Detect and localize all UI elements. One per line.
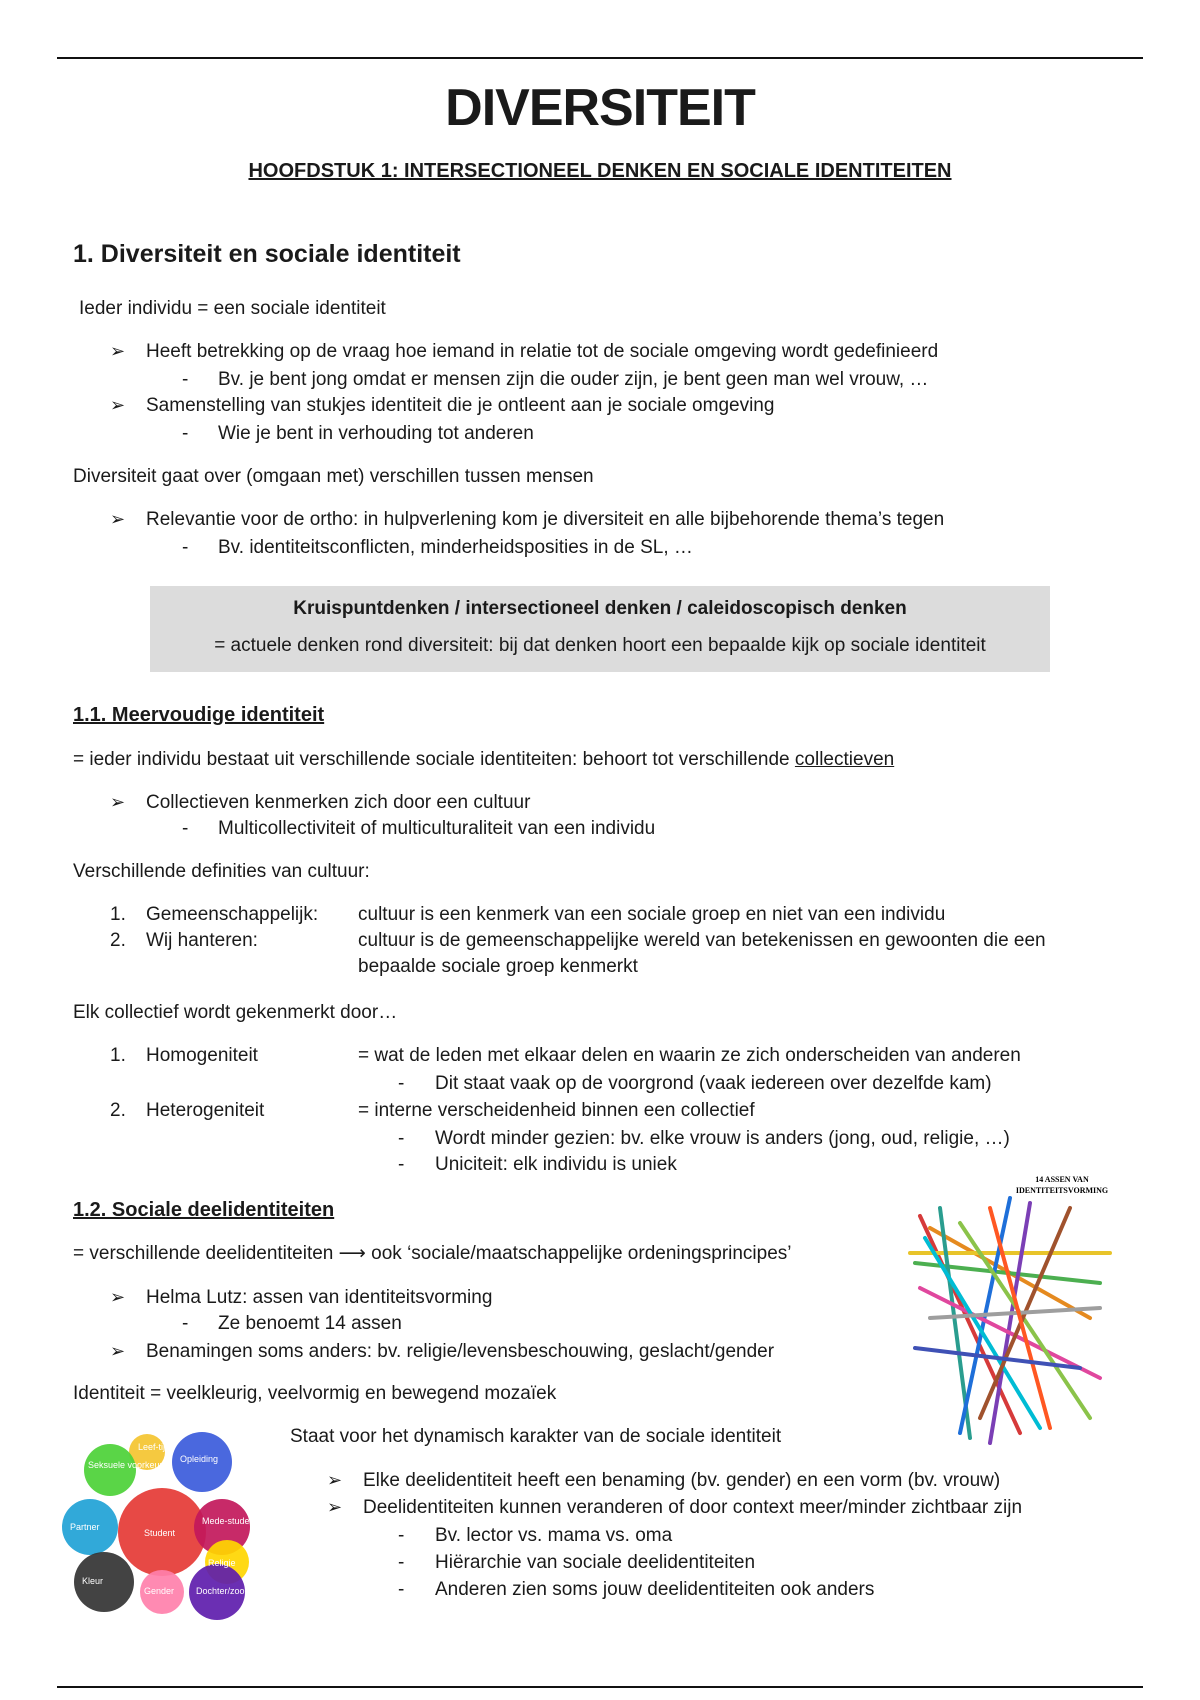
- mosaic-label: Religie: [208, 1558, 236, 1568]
- sub-bullet-text: Wordt minder gezien: bv. elke vrouw is anders (jong, oud, religie, …): [435, 1128, 1010, 1149]
- list-number: 2.: [110, 1100, 126, 1121]
- bullet-text: Deelidentiteiten kunnen veranderen of door context meer/minder zichtbaar zijn: [363, 1497, 1023, 1518]
- section-1-intro: Ieder individu = een sociale identiteit: [79, 298, 386, 319]
- sub-bullet-text: Uniciteit: elk individu is uniek: [435, 1154, 677, 1175]
- list-text: cultuur is een kenmerk van een sociale groep en niet van een individu: [358, 904, 946, 925]
- dash-icon: -: [182, 369, 189, 390]
- dash-icon: -: [398, 1525, 405, 1546]
- paragraph: Elk collectief wordt gekenmerkt door…: [73, 1002, 398, 1023]
- arrow-bullet-icon: ➢: [110, 1287, 126, 1307]
- section-1-1-definition: [73, 749, 894, 771]
- dash-icon: -: [398, 1128, 405, 1149]
- top-rule: [57, 57, 1143, 59]
- dash-icon: -: [398, 1552, 405, 1573]
- definition-text: = ieder individu bestaat uit verschillende sociale identiteiten: behoort tot verschillende: [73, 749, 795, 770]
- page-title: DIVERSITEIT: [445, 79, 755, 137]
- dash-icon: -: [182, 818, 189, 839]
- definition-box: [150, 586, 1050, 672]
- mosaic-label: Gender: [144, 1586, 175, 1596]
- paragraph: Identiteit = veelkleurig, veelvormig en bewegend mozaïek: [73, 1383, 557, 1404]
- axis-line: [915, 1348, 1080, 1368]
- dash-icon: -: [398, 1154, 405, 1175]
- sub-bullet-text: Bv. je bent jong omdat er mensen zijn die ouder zijn, je bent geen man wel vrouw, …: [218, 369, 929, 390]
- bullet-text: Relevantie voor de ortho: in hulpverlening kom je diversiteit en alle bijbehorende thema’s tegen: [146, 509, 945, 530]
- mosaic-label: Seksuele voorkeur: [88, 1460, 163, 1470]
- list-term: Homogeniteit: [146, 1045, 258, 1066]
- dash-icon: -: [182, 423, 189, 444]
- arrow-bullet-icon: ➢: [327, 1497, 343, 1517]
- section-1-heading: 1. Diversiteit en sociale identiteit: [73, 240, 461, 268]
- dash-icon: -: [398, 1579, 405, 1600]
- mosaic-label: Leef-tijd: [138, 1442, 171, 1452]
- sub-bullet-text: Dit staat vaak op de voorgrond (vaak iedereen over dezelfde kam): [435, 1073, 992, 1094]
- paragraph: Staat voor het dynamisch karakter van de sociale identiteit: [290, 1426, 782, 1447]
- bottom-rule: [57, 1686, 1143, 1688]
- mosaic-label: Kleur: [82, 1576, 104, 1586]
- list-number: 1.: [110, 904, 126, 925]
- arrow-bullet-icon: ➢: [110, 395, 126, 415]
- sub-bullet-text: Bv. identiteitsconflicten, minderheidsposities in de SL, …: [218, 537, 693, 558]
- bullet-text: Benamingen soms anders: bv. religie/levensbeschouwing, geslacht/gender: [146, 1341, 775, 1362]
- bullet-text: Heeft betrekking op de vraag hoe iemand in relatie tot de sociale omgeving wordt gedefinieerd: [146, 341, 939, 362]
- list-text: = wat de leden met elkaar delen en waarin ze zich onderscheiden van anderen: [358, 1045, 1021, 1066]
- list-term: Wij hanteren:: [146, 930, 258, 951]
- bullet-text: Samenstelling van stukjes identiteit die je ontleent aan je sociale omgeving: [146, 395, 775, 416]
- axes-figure-title-2: IDENTITEITSVORMING: [1015, 1186, 1109, 1195]
- mosaic-blob: [84, 1444, 136, 1496]
- sub-bullet-text: Bv. lector vs. mama vs. oma: [435, 1525, 673, 1546]
- dash-icon: -: [182, 537, 189, 558]
- section-1-1-heading: 1.1. Meervoudige identiteit: [73, 704, 325, 726]
- sub-bullet-text: Ze benoemt 14 assen: [218, 1313, 402, 1334]
- list-number: 2.: [110, 930, 126, 951]
- bullet-text: Collectieven kenmerken zich door een cultuur: [146, 792, 531, 813]
- mosaic-label: Dochter/zoon van...: [196, 1586, 275, 1596]
- list-term: Gemeenschappelijk:: [146, 904, 319, 925]
- sub-bullet-text: Multicollectiviteit of multiculturaliteit van een individu: [218, 818, 656, 839]
- sub-bullet-text: Wie je bent in verhouding tot anderen: [218, 423, 534, 444]
- arrow-bullet-icon: ➢: [110, 341, 126, 361]
- paragraph: Verschillende definities van cultuur:: [73, 861, 370, 882]
- mosaic-label: Mede-student: [202, 1516, 258, 1526]
- list-text: cultuur is de gemeenschappelijke wereld van betekenissen en gewoonten die een: [358, 930, 1046, 951]
- mosaic-label: Opleiding: [180, 1454, 219, 1464]
- section-1-2-definition: = verschillende deelidentiteiten ⟶ ook ‘sociale/maatschappelijke ordeningsprincipes’: [73, 1243, 792, 1264]
- paragraph: Diversiteit gaat over (omgaan met) verschillen tussen mensen: [73, 466, 594, 487]
- arrow-bullet-icon: ➢: [327, 1470, 343, 1490]
- list-number: 1.: [110, 1045, 126, 1066]
- list-text-continued: bepaalde sociale groep kenmerkt: [358, 956, 638, 977]
- arrow-bullet-icon: ➢: [110, 1341, 126, 1361]
- dash-icon: -: [398, 1073, 405, 1094]
- list-term: Heterogeniteit: [146, 1100, 265, 1121]
- bullet-text: Elke deelidentiteit heeft een benaming (bv. gender) en een vorm (bv. vrouw): [363, 1470, 1001, 1491]
- axes-figure-title-1: 14 ASSEN VAN: [1035, 1175, 1089, 1184]
- list-text: = interne verscheidenheid binnen een collectief: [358, 1100, 755, 1121]
- definition-box-title: Kruispuntdenken / intersectioneel denken / caleidoscopisch denken: [293, 598, 907, 619]
- bullet-text: Helma Lutz: assen van identiteitsvorming: [146, 1287, 493, 1308]
- arrow-bullet-icon: ➢: [110, 792, 126, 812]
- arrow-bullet-icon: ➢: [110, 509, 126, 529]
- section-1-2-heading: 1.2. Sociale deelidentiteiten: [73, 1199, 335, 1221]
- chapter-heading: HOOFDSTUK 1: INTERSECTIONEEL DENKEN EN SOCIALE IDENTITEITEN: [248, 160, 952, 182]
- identity-mosaic-figure: [62, 1432, 275, 1612]
- definition-box-text: = actuele denken rond diversiteit: bij dat denken hoort een bepaalde kijk op sociale identiteit: [214, 635, 986, 656]
- definition-underlined-term: collectieven: [794, 749, 895, 770]
- mosaic-label: Student: [144, 1528, 176, 1538]
- identity-axes-figure: [900, 1168, 1118, 1450]
- mosaic-label: Partner: [70, 1522, 100, 1532]
- sub-bullet-text: Anderen zien soms jouw deelidentiteiten ook anders: [435, 1579, 875, 1600]
- sub-bullet-text: Hiërarchie van sociale deelidentiteiten: [435, 1552, 756, 1573]
- dash-icon: -: [182, 1313, 189, 1334]
